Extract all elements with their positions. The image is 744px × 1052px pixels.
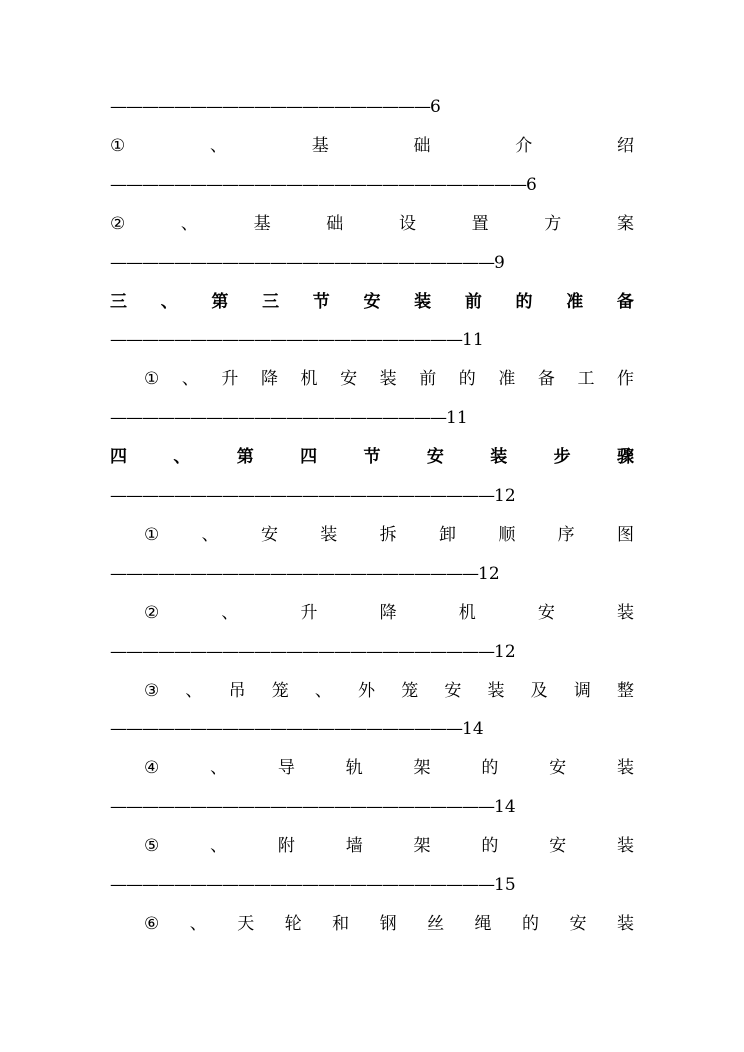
toc-page-number: 6 <box>430 97 441 117</box>
toc-leader-line <box>110 327 634 353</box>
heading-char: 附 <box>277 836 295 857</box>
toc-leader-line <box>110 94 634 120</box>
heading-char: 准 <box>566 291 584 312</box>
heading-char: 轨 <box>345 758 363 779</box>
heading-char: 安 <box>340 369 358 390</box>
heading-char: ① <box>144 524 160 545</box>
heading-char: 、 <box>221 602 239 623</box>
toc-subsection-heading <box>144 833 634 859</box>
heading-char: 骤 <box>617 447 634 468</box>
toc-page-number: 11 <box>446 408 468 429</box>
heading-char: 节 <box>312 291 330 312</box>
heading-char: 顺 <box>498 524 516 545</box>
heading-char: 三 <box>262 291 280 312</box>
toc-leader-line <box>110 250 634 276</box>
heading-char: 装 <box>379 369 397 390</box>
toc-leader-line <box>110 639 634 665</box>
heading-char: ⑥ <box>144 913 160 934</box>
heading-char: 备 <box>616 291 634 312</box>
heading-char: 拆 <box>379 524 397 545</box>
heading-char: ④ <box>144 758 160 779</box>
toc-subsection-heading <box>144 600 634 626</box>
toc-leader-line <box>110 172 634 198</box>
heading-char: 安 <box>549 836 567 857</box>
heading-char: 架 <box>413 836 431 857</box>
heading-char: 的 <box>481 758 499 779</box>
heading-char: 安 <box>569 913 587 934</box>
heading-char: 架 <box>413 758 431 779</box>
heading-char: 第 <box>211 291 229 312</box>
heading-char: 的 <box>481 836 499 857</box>
heading-char: 装 <box>616 836 634 857</box>
heading-char: 安 <box>537 602 555 623</box>
heading-char: 介 <box>515 135 533 156</box>
heading-char: 前 <box>464 291 482 312</box>
toc-leader-line <box>110 716 634 742</box>
heading-char: 础 <box>326 213 344 234</box>
heading-char: 及 <box>530 680 548 701</box>
toc-subsection-heading <box>144 911 634 937</box>
heading-char: 安 <box>363 291 381 312</box>
heading-char: 升 <box>221 369 239 390</box>
heading-char: ⑤ <box>144 836 160 857</box>
leader-dashes: ———————————————————————— <box>110 641 494 662</box>
leader-dashes: ———————————————————————— <box>110 875 494 895</box>
toc-page-number: 11 <box>462 330 484 351</box>
heading-char: 装 <box>616 758 634 779</box>
heading-char: 前 <box>419 369 437 390</box>
heading-char: 整 <box>616 680 634 701</box>
heading-char: 装 <box>320 524 338 545</box>
toc-page-number: 14 <box>462 719 484 740</box>
heading-char: 图 <box>617 524 634 545</box>
heading-char: 、 <box>210 836 228 857</box>
heading-char: ③ <box>144 680 160 701</box>
toc-page-number: 6 <box>526 174 537 195</box>
toc-leader-line <box>110 794 634 820</box>
leader-dashes: ———————————————————————— <box>110 486 494 506</box>
heading-char: ② <box>144 602 160 623</box>
heading-char: ① <box>110 135 126 156</box>
leader-dashes: ——————————————————————— <box>110 563 478 584</box>
heading-char: 调 <box>573 680 591 701</box>
toc-page-number: 12 <box>478 563 500 584</box>
heading-char: 四 <box>110 447 127 468</box>
toc-leader-line <box>110 405 634 431</box>
heading-char: 案 <box>616 213 634 234</box>
heading-char: 方 <box>544 213 562 234</box>
heading-char: 机 <box>458 602 476 623</box>
heading-char: 导 <box>277 758 295 779</box>
heading-char: 装 <box>490 447 508 468</box>
toc-page-number: 9 <box>494 252 505 273</box>
leader-dashes: —————————————————————————— <box>110 174 526 195</box>
heading-char: ① <box>144 369 160 390</box>
heading-char: 安 <box>260 524 278 545</box>
toc-section-heading <box>110 289 634 315</box>
leader-dashes: ———————————————————— <box>110 97 430 117</box>
toc-leader-line <box>110 561 634 587</box>
toc-page-number: 14 <box>494 797 516 818</box>
heading-char: 工 <box>577 369 595 390</box>
leader-dashes: ————————————————————— <box>110 408 446 429</box>
heading-char: 降 <box>260 369 278 390</box>
heading-char: 设 <box>398 213 416 234</box>
toc-leader-line <box>110 872 634 898</box>
leader-dashes: ———————————————————————— <box>110 252 494 273</box>
toc-page-number: 12 <box>494 641 516 662</box>
heading-char: 和 <box>332 913 350 934</box>
toc-subsection-heading <box>144 755 634 781</box>
heading-char: 机 <box>300 369 318 390</box>
heading-char: 础 <box>413 135 431 156</box>
heading-char: 装 <box>487 680 505 701</box>
heading-char: 笼 <box>271 680 289 701</box>
heading-char: 升 <box>300 602 318 623</box>
heading-char: 置 <box>471 213 489 234</box>
heading-char: 、 <box>181 369 199 390</box>
heading-char: 吊 <box>228 680 246 701</box>
heading-char: 步 <box>553 447 571 468</box>
heading-char: 、 <box>210 135 227 156</box>
heading-char: 基 <box>311 135 329 156</box>
heading-char: 、 <box>201 524 219 545</box>
heading-char: 装 <box>414 291 432 312</box>
heading-char: 、 <box>173 447 191 468</box>
heading-char: 、 <box>180 213 198 234</box>
heading-char: 安 <box>426 447 444 468</box>
toc-subsection-heading <box>110 133 634 159</box>
heading-char: 天 <box>237 913 255 934</box>
toc-subsection-heading <box>110 211 634 237</box>
heading-char: 外 <box>358 680 376 701</box>
heading-char: 准 <box>498 369 516 390</box>
heading-char: 降 <box>379 602 397 623</box>
heading-char: 、 <box>185 680 203 701</box>
toc-section-heading <box>110 444 634 470</box>
heading-char: 基 <box>253 213 271 234</box>
heading-char: 的 <box>458 369 476 390</box>
heading-char: 墙 <box>345 836 363 857</box>
heading-char: 、 <box>189 913 207 934</box>
heading-char: 作 <box>617 369 634 390</box>
heading-char: 四 <box>300 447 318 468</box>
heading-char: ② <box>110 213 126 234</box>
heading-char: 绍 <box>617 135 634 156</box>
heading-char: 、 <box>160 291 178 312</box>
heading-char: 丝 <box>427 913 445 934</box>
leader-dashes: ———————————————————————— <box>110 797 494 818</box>
heading-char: 绳 <box>474 913 492 934</box>
heading-char: 轮 <box>284 913 302 934</box>
heading-char: 笼 <box>401 680 419 701</box>
heading-char: 节 <box>363 447 381 468</box>
heading-char: 装 <box>617 602 634 623</box>
leader-dashes: —————————————————————— <box>110 719 462 740</box>
heading-char: 装 <box>616 913 634 934</box>
toc-leader-line <box>110 483 634 509</box>
toc-subsection-heading <box>144 522 634 548</box>
heading-char: 三 <box>110 291 127 312</box>
heading-char: 、 <box>210 758 228 779</box>
heading-char: 卸 <box>438 524 456 545</box>
heading-char: 安 <box>549 758 567 779</box>
heading-char: 序 <box>557 524 575 545</box>
toc-subsection-heading <box>144 366 634 392</box>
toc-subsection-heading <box>144 678 634 704</box>
heading-char: 的 <box>515 291 533 312</box>
heading-char: 安 <box>444 680 462 701</box>
heading-char: 备 <box>537 369 555 390</box>
heading-char: 的 <box>522 913 539 934</box>
toc-page-number: 15 <box>494 875 516 895</box>
heading-char: 第 <box>236 447 254 468</box>
heading-char: 、 <box>314 680 332 701</box>
heading-char: 钢 <box>379 913 397 934</box>
leader-dashes: —————————————————————— <box>110 330 462 351</box>
toc-page-number: 12 <box>494 486 516 506</box>
